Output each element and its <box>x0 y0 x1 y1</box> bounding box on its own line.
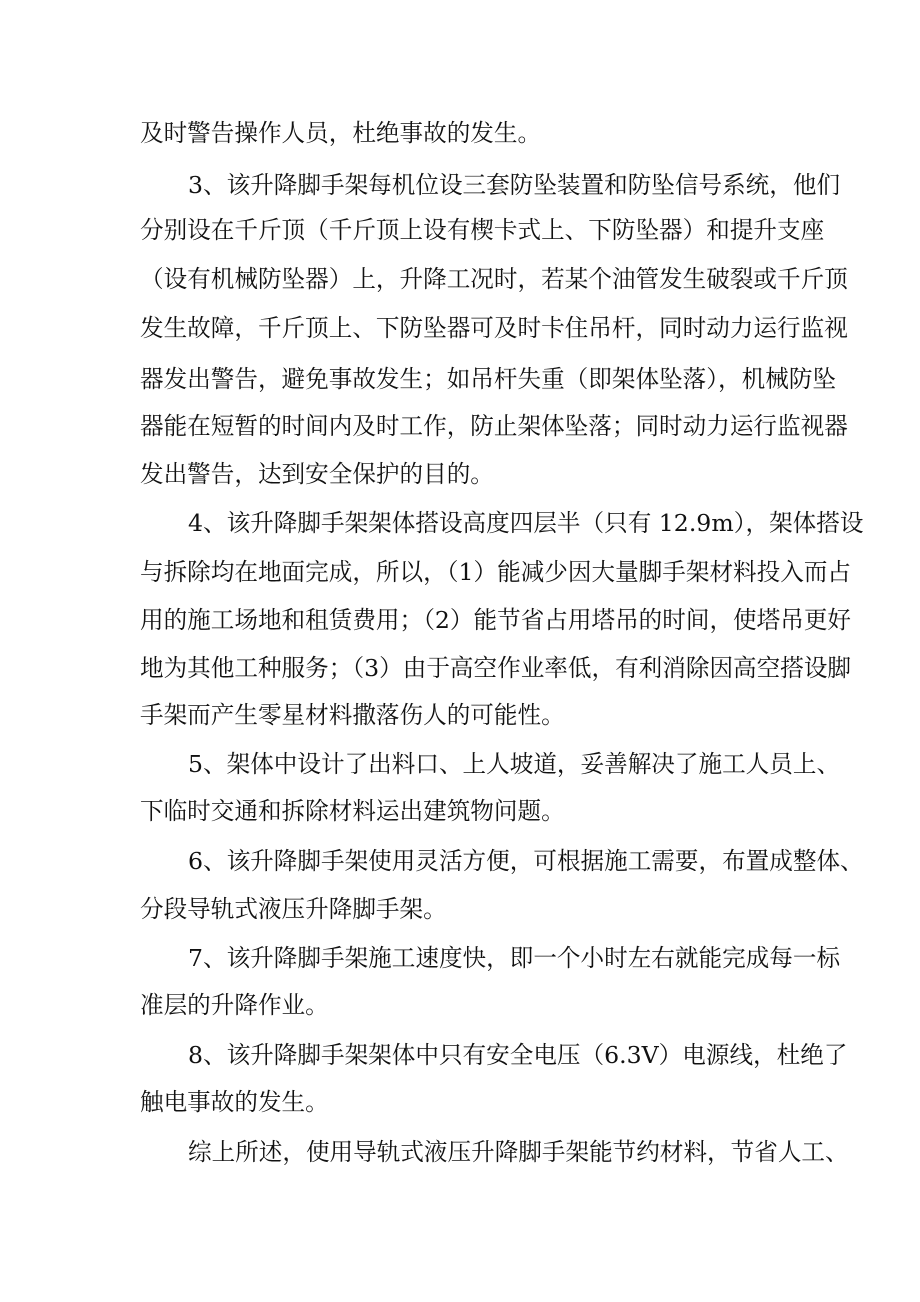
text-line: 8、该升降脚手架架体中只有安全电压（6.3V）电源线，杜绝了 <box>188 1041 848 1069</box>
text-line: 地为其他工种服务；（3）由于高空作业率低，有利消除因高空搭设脚 <box>140 654 852 682</box>
text-line: 分别设在千斤顶（千斤顶上设有楔卡式上、下防坠器）和提升支座 <box>140 216 825 244</box>
text-line: 综上所述，使用导轨式液压升降脚手架能节约材料，节省人工、 <box>188 1138 849 1166</box>
text-line: 及时警告操作人员，杜绝事故的发生。 <box>140 119 542 147</box>
text-line: 准层的升降作业。 <box>140 991 329 1019</box>
text-line: 与拆除均在地面完成，所以，（1）能减少因大量脚手架材料投入而占 <box>140 558 852 586</box>
text-line: 器发出警告，避免事故发生；如吊杆失重（即架体坠落），机械防坠 <box>140 365 837 393</box>
text-line: 分段导轨式液压升降脚手架。 <box>140 895 447 923</box>
text-line: 发出警告，达到安全保护的目的。 <box>140 460 494 488</box>
text-line: 4、该升降脚手架架体搭设高度四层半（只有 12.9m），架体搭设 <box>188 509 864 537</box>
text-line: 器能在短暂的时间内及时工作，防止架体坠落；同时动力运行监视器 <box>140 412 848 440</box>
text-line: 下临时交通和拆除材料运出建筑物问题。 <box>140 797 565 825</box>
text-line: 用的施工场地和租赁费用；（2）能节省占用塔吊的时间，使塔吊更好 <box>140 606 852 634</box>
text-line: 3、该升降脚手架每机位设三套防坠装置和防坠信号系统，他们 <box>188 171 841 199</box>
text-line: 发生故障，千斤顶上、下防坠器可及时卡住吊杆，同时动力运行监视 <box>140 314 848 342</box>
text-line: 手架而产生零星材料撒落伤人的可能性。 <box>140 701 565 729</box>
text-line: 7、该升降脚手架施工速度快，即一个小时左右就能完成每一标 <box>188 944 841 972</box>
text-line: （设有机械防坠器）上，升降工况时，若某个油管发生破裂或千斤顶 <box>140 265 848 293</box>
text-line: 5、架体中设计了出料口、上人坡道，妥善解决了施工人员上、 <box>188 750 841 778</box>
text-line: 6、该升降脚手架使用灵活方便，可根据施工需要，布置成整体、 <box>188 847 864 875</box>
text-line: 触电事故的发生。 <box>140 1088 329 1116</box>
